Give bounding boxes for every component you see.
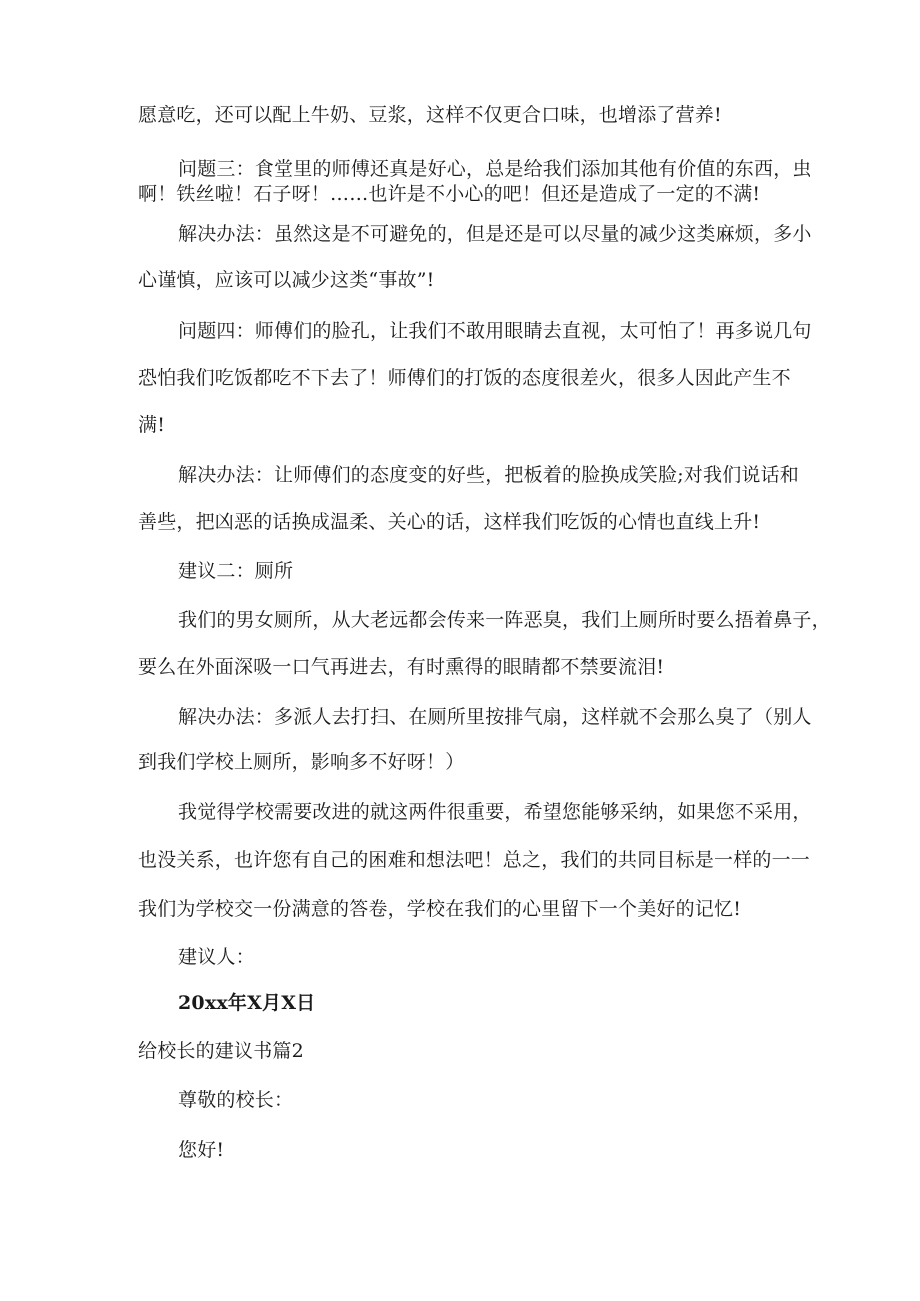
paragraph-line: 啊！铁丝啦！石子呀！……也许是不小心的吧！但还是造成了一定的不满! [138, 183, 761, 205]
paragraph-line: 要么在外面深吸一口气再进去，有时熏得的眼睛都不禁要流泪! [138, 656, 665, 678]
paragraph-line: 我们的男女厕所，从大老远都会传来一阵恶臭，我们上厕所时要么捂着鼻子， [178, 609, 831, 631]
paragraph-line: 到我们学校上厕所，影响多不好呀！） [138, 751, 465, 773]
paragraph-line: 恐怕我们吃饭都吃不下去了！师傅们的打饭的态度很差火，很多人因此产生不 [138, 367, 791, 389]
paragraph-line: 解决办法：虽然这是不可避免的，但是还是可以尽量的减少这类麻烦，多小 [178, 223, 812, 245]
article-title: 给校长的建议书篇2 [138, 1040, 304, 1062]
paragraph-line: 问题三：食堂里的师傅还真是好心，总是给我们添加其他有价值的东西，虫 [178, 158, 812, 180]
paragraph-line: 心谨慎，应该可以减少这类“事故”! [138, 269, 435, 291]
section-heading: 建议二：厕所 [178, 560, 294, 582]
paragraph-line: 愿意吃，还可以配上牛奶、豆浆，这样不仅更合口味，也增添了营养! [138, 104, 722, 126]
greeting: 您好! [178, 1139, 225, 1161]
date-line: 20xx年X月X日 [178, 992, 316, 1014]
paragraph-line: 我觉得学校需要改进的就这两件很重要，希望您能够采纳，如果您不采用， [178, 801, 812, 823]
paragraph-line: 满! [138, 414, 166, 436]
salutation: 尊敬的校长： [178, 1089, 294, 1111]
paragraph-line: 我们为学校交一份满意的答卷，学校在我们的心里留下一个美好的记忆! [138, 898, 742, 920]
paragraph-line: 也没关系，也许您有自己的困难和想法吧！总之，我们的共同目标是一样的一一 [138, 849, 811, 871]
signer-label: 建议人： [178, 946, 255, 968]
paragraph-line: 问题四：师傅们的脸孔，让我们不敢用眼睛去直视，太可怕了！再多说几句 [178, 320, 812, 342]
paragraph-line: 解决办法：多派人去打扫、在厕所里按排气扇，这样就不会那么臭了（别人 [178, 706, 812, 728]
paragraph-line: 善些，把凶恶的话换成温柔、关心的话，这样我们吃饭的心情也直线上升! [138, 511, 761, 533]
paragraph-line: 解决办法：让师傅们的态度变的好些，把板着的脸换成笑脸;对我们说话和 [178, 464, 800, 486]
